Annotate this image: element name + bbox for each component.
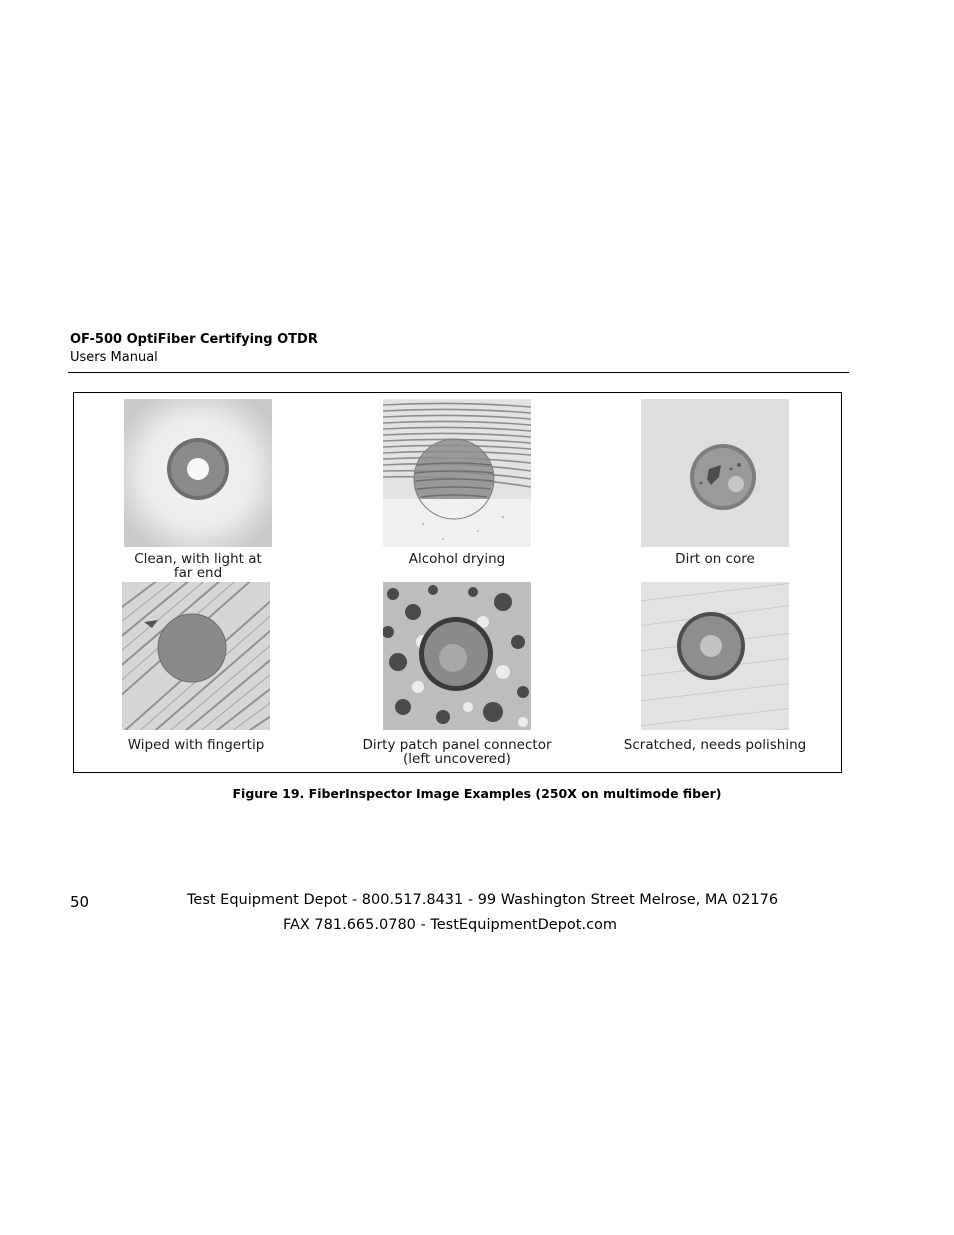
- caption-scratched: Scratched, needs polishing: [623, 737, 807, 753]
- fiber-image-clean: [124, 399, 272, 547]
- page-number: 50: [70, 893, 90, 911]
- caption-wiped-fingertip: Wiped with fingertip: [127, 737, 265, 753]
- header-subtitle: Users Manual: [70, 350, 158, 365]
- fiber-image-alcohol-drying: [383, 399, 531, 547]
- caption-clean: Clean, with light at far end: [134, 551, 262, 581]
- footer-line-2: FAX 781.665.0780 - TestEquipmentDepot.com: [282, 917, 618, 933]
- caption-dirty-patch-panel: Dirty patch panel connector (left uncovered): [362, 737, 552, 767]
- figure-caption: Figure 19. FiberInspector Image Examples (250X on multimode fiber): [232, 786, 722, 801]
- fiber-image-dirt-on-core: [641, 399, 789, 547]
- header-title: OF-500 OptiFiber Certifying OTDR: [70, 332, 318, 347]
- fiber-image-dirty-patch-panel: [383, 582, 531, 730]
- fiber-image-wiped-fingertip: [122, 582, 270, 730]
- fiber-image-scratched: [641, 582, 789, 730]
- caption-dirt-on-core: Dirt on core: [675, 551, 755, 567]
- header-rule: [68, 372, 849, 373]
- footer-line-1: Test Equipment Depot - 800.517.8431 - 99 Washington Street Melrose, MA 02176: [187, 892, 779, 908]
- caption-alcohol-drying: Alcohol drying: [408, 551, 506, 567]
